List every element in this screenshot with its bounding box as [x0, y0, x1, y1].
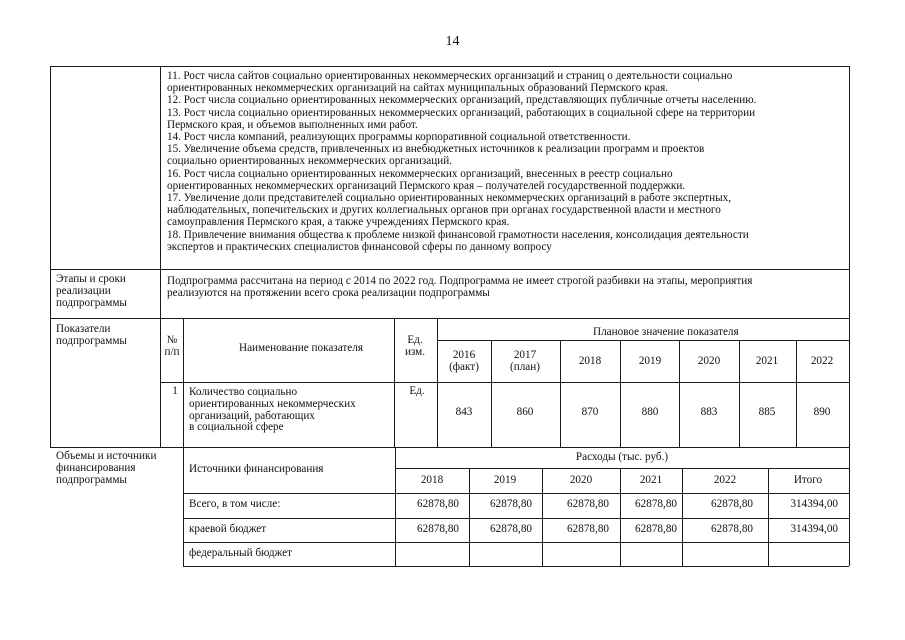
result-line-10: 17. Увеличение доли представителей социально ориентированных некоммерческих организаций в работе экспертных, [167, 192, 732, 204]
finance-value-1-4: 62878,80 [711, 523, 753, 535]
indicator-value-0: 843 [455, 406, 473, 418]
result-line-6: 15. Увеличение объема средств, привлеченных из внебюджетных источников к реализации программ и проектов [167, 143, 705, 156]
expenses-header: Расходы (тыс. руб.) [575, 451, 669, 463]
indicator-row-name-2: организаций, работающих [189, 409, 315, 422]
result-line-7: социально ориентированных некоммерческих организаций. [167, 155, 452, 168]
table-rule [395, 468, 849, 469]
finance-value-0-1: 62878,80 [490, 498, 532, 510]
finance-value-1-0: 62878,80 [417, 523, 459, 535]
finance-year-5: Итого [793, 474, 823, 486]
table-rule [183, 542, 849, 543]
year-header-2021: 2021 [755, 355, 779, 367]
table-rule [50, 66, 849, 67]
result-line-3: 13. Рост числа социально ориентированных некоммерческих организаций, работающих в социальной сфере на территории [167, 106, 756, 119]
finance-value-1-2: 62878,80 [567, 523, 609, 535]
table-rule [50, 318, 849, 319]
finance-value-0-2: 62878,80 [567, 498, 609, 510]
page-number: 14 [445, 34, 460, 49]
finance-row-name-0: Всего, в том числе: [189, 498, 281, 510]
indicator-row-unit: Ед. [409, 385, 425, 397]
indicator-value-5: 885 [758, 406, 776, 418]
result-line-13: 18. Привлечение внимания общества к проблеме низкой финансовой грамотности населения, консолидация деятельности [167, 228, 749, 241]
finance-value-0-3: 62878,80 [635, 498, 677, 510]
finance-row-name-1: краевой бюджет [189, 523, 267, 535]
table-rule [849, 66, 850, 566]
finance-label-1: финансирования [56, 462, 136, 474]
indicator-row-name-1: ориентированных некоммерческих [189, 397, 356, 410]
result-line-9: ориентированных некоммерческих организаций Пермского края – получателей государственной поддержки. [167, 179, 686, 192]
table-rule [183, 493, 849, 494]
table-rule [50, 66, 51, 447]
indicator-value-1: 860 [516, 406, 534, 418]
indicator-value-4: 883 [700, 406, 718, 418]
indicators-label-1: подпрограммы [56, 335, 127, 347]
year-header-2022: 2022 [810, 355, 834, 367]
finance-value-0-5: 314394,00 [790, 498, 838, 510]
finance-value-1-5: 314394,00 [790, 523, 838, 535]
year-header-2020: 2020 [697, 355, 721, 367]
year-header-2017: 2017 [513, 349, 537, 361]
indicator-value-6: 890 [813, 406, 831, 418]
sources-header: Источники финансирования [189, 463, 324, 475]
year-header-note-2017: (план) [510, 361, 540, 373]
finance-year-0: 2018 [420, 474, 444, 486]
finance-row-name-2: федеральный бюджет [189, 547, 292, 559]
stages-text-0: Подпрограмма рассчитана на период с 2014 по 2022 год. Подпрограмма не имеет строгой разбивки на этапы, мероприятия [167, 275, 753, 287]
stages-label-1: реализации [56, 285, 111, 297]
finance-label-2: подпрограммы [56, 474, 127, 486]
result-line-5: 14. Рост числа компаний, реализующих программы корпоративной социальной ответственности. [167, 131, 631, 143]
result-line-14: экспертов и практических специалистов финансовой сферы по данному вопросу [167, 240, 552, 253]
plan-value-header: Плановое значение показателя [593, 326, 739, 338]
table-rule [160, 382, 849, 383]
result-line-4: Пермского края, и объемов выполненных ими работ. [167, 118, 418, 131]
indicator-name-header: Наименование показателя [239, 342, 363, 354]
finance-value-1-1: 62878,80 [490, 523, 532, 535]
result-line-12: самоуправления Пермского края, а также учреждениях Пермского края. [167, 216, 510, 229]
finance-year-1: 2019 [493, 474, 517, 486]
finance-year-3: 2021 [639, 474, 663, 486]
table-rule [183, 518, 849, 519]
table-rule [437, 340, 849, 341]
result-line-8: 16. Рост числа социально ориентированных некоммерческих организаций, внесенных в реестр социально [167, 167, 673, 180]
finance-year-4: 2022 [713, 474, 737, 486]
indicator-row-name-3: в социальной сфере [189, 421, 284, 434]
indicator-num-header-sub: п/п [164, 346, 180, 358]
indicator-value-3: 880 [641, 406, 659, 418]
year-header-note-2016: (факт) [449, 361, 479, 373]
indicator-num-header: № [166, 334, 178, 346]
finance-year-2: 2020 [569, 474, 593, 486]
year-header-2019: 2019 [638, 355, 662, 367]
stages-label-0: Этапы и сроки [56, 273, 126, 285]
finance-value-0-4: 62878,80 [711, 498, 753, 510]
result-line-2: 12. Рост числа социально ориентированных некоммерческих организаций, представляющих публичные отчеты населению. [167, 94, 757, 107]
stages-text-1: реализуются на протяжении всего срока реализации подпрограммы [167, 287, 490, 300]
indicators-label-0: Показатели [56, 323, 111, 335]
result-line-11: наблюдательных, попечительских и других коллегиальных органов при органах государственной власти и местного [167, 204, 721, 217]
result-line-0: 11. Рост числа сайтов социально ориентированных некоммерческих организаций и страниц о деятельности социально [167, 70, 733, 82]
table-rule [50, 447, 849, 448]
indicator-value-2: 870 [581, 406, 599, 418]
table-rule [183, 566, 849, 567]
finance-label-0: Объемы и источники [56, 450, 157, 462]
indicator-unit-header: Ед. [407, 334, 423, 346]
year-header-2018: 2018 [578, 355, 602, 367]
indicator-row-num: 1 [172, 385, 178, 397]
finance-value-0-0: 62878,80 [417, 498, 459, 510]
stages-label-2: подпрограммы [56, 297, 127, 309]
result-line-1: ориентированных некоммерческих организаций на сайтах муниципальных образований Пермского края. [167, 82, 669, 95]
indicator-unit-header-sub: изм. [404, 346, 426, 358]
year-header-2016: 2016 [452, 349, 476, 361]
indicator-row-name-0: Количество социально [189, 386, 298, 398]
table-rule [50, 269, 849, 270]
finance-value-1-3: 62878,80 [635, 523, 677, 535]
